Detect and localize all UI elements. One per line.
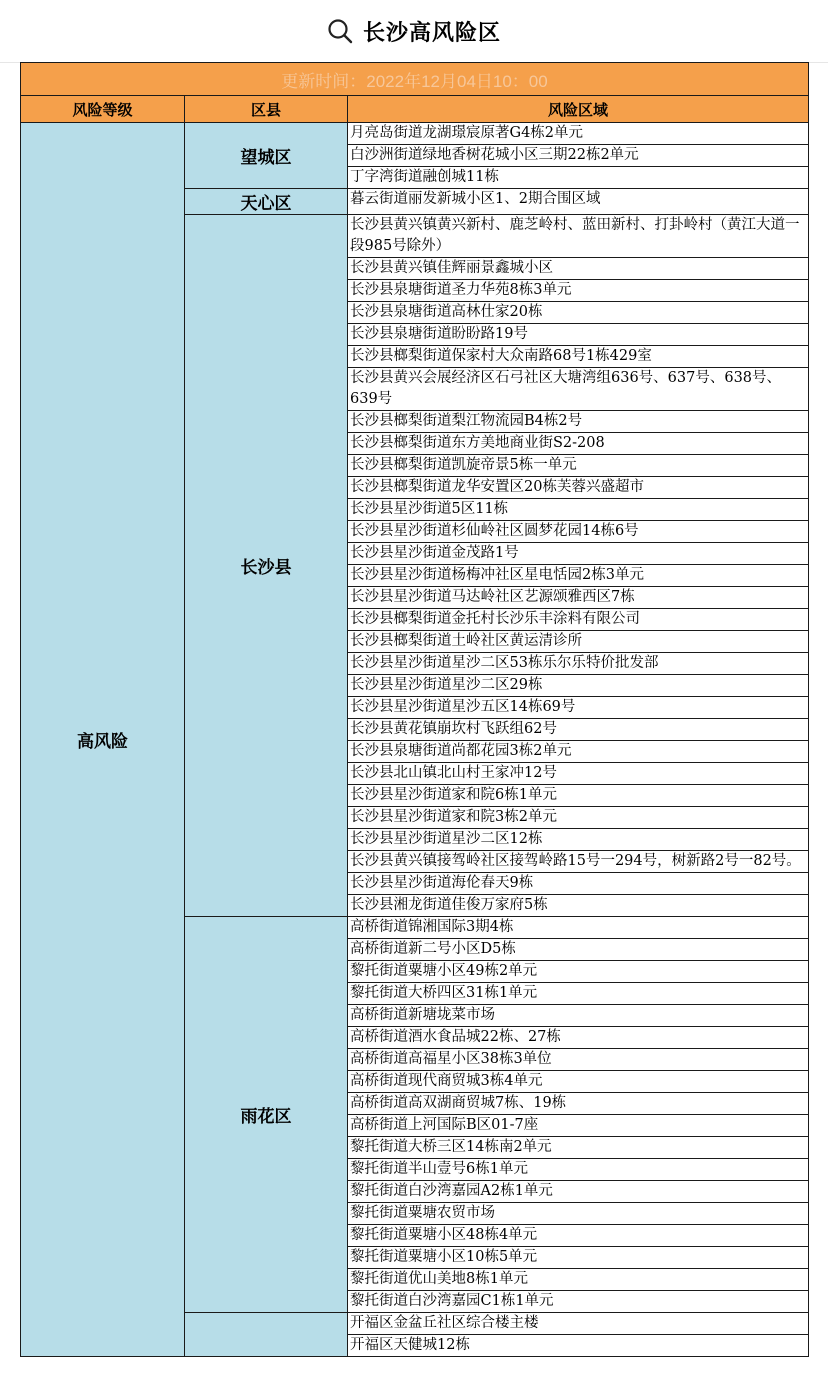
risk-area-cell: 暮云街道丽发新城小区1、2期合围区域 xyxy=(348,189,809,215)
risk-area-cell: 长沙县泉塘街道圣力华苑8栋3单元 xyxy=(348,280,809,302)
risk-area-cell: 黎托街道优山美地8栋1单元 xyxy=(348,1269,809,1291)
risk-area-cell: 开福区天健城12栋 xyxy=(348,1335,809,1357)
risk-area-cell: 高桥街道酒水食品城22栋、27栋 xyxy=(348,1027,809,1049)
update-time-row xyxy=(21,63,809,96)
risk-area-cell: 黎托街道粟塘小区10栋5单元 xyxy=(348,1247,809,1269)
risk-area-cell: 黎托街道大桥四区31栋1单元 xyxy=(348,983,809,1005)
risk-area-cell: 高桥街道现代商贸城3栋4单元 xyxy=(348,1071,809,1093)
risk-area-cell: 长沙县榔梨街道梨江物流园B4栋2号 xyxy=(348,411,809,433)
column-header-risk-level: 风险等级 xyxy=(21,96,185,123)
risk-area-cell: 长沙县星沙街道家和院3栋2单元 xyxy=(348,807,809,829)
risk-area-cell: 月亮岛街道龙湖璟宸原著G4栋2单元 xyxy=(348,123,809,145)
search-icon[interactable] xyxy=(327,18,353,44)
table-row xyxy=(21,123,809,145)
risk-area-cell: 黎托街道白沙湾嘉园A2栋1单元 xyxy=(348,1181,809,1203)
risk-area-cell: 长沙县泉塘街道尚都花园3栋2单元 xyxy=(348,741,809,763)
risk-area-cell: 长沙县泉塘街道高林仕家20栋 xyxy=(348,302,809,324)
district-cell: 长沙县 xyxy=(185,215,348,917)
risk-area-cell: 黎托街道粟塘农贸市场 xyxy=(348,1203,809,1225)
risk-area-cell: 高桥街道新塘垅菜市场 xyxy=(348,1005,809,1027)
risk-area-cell: 高桥街道高双湖商贸城7栋、19栋 xyxy=(348,1093,809,1115)
risk-area-cell: 高桥街道新二号小区D5栋 xyxy=(348,939,809,961)
district-cell xyxy=(185,1313,348,1357)
risk-area-cell: 长沙县黄兴会展经济区石弓社区大塘湾组636号、637号、638号、639号 xyxy=(348,368,809,411)
risk-area-cell: 黎托街道半山壹号6栋1单元 xyxy=(348,1159,809,1181)
risk-area-cell: 白沙洲街道绿地香树花城小区三期22栋2单元 xyxy=(348,145,809,167)
district-cell: 天心区 xyxy=(185,189,348,215)
risk-area-cell: 长沙县星沙街道家和院6栋1单元 xyxy=(348,785,809,807)
risk-area-cell: 长沙县星沙街道星沙二区29栋 xyxy=(348,675,809,697)
update-time: 更新时间：2022年12月04日10：00 xyxy=(21,63,809,96)
risk-level-cell: 高风险 xyxy=(21,123,185,1357)
risk-area-cell: 长沙县北山镇北山村王家冲12号 xyxy=(348,763,809,785)
page-title: 长沙高风险区 xyxy=(362,20,501,46)
column-header-risk-area: 风险区域 xyxy=(348,96,809,123)
risk-area-cell: 长沙县星沙街道5区11栋 xyxy=(348,499,809,521)
risk-area-cell: 长沙县星沙街道杨梅冲社区星电恬园2栋3单元 xyxy=(348,565,809,587)
district-cell: 雨花区 xyxy=(185,917,348,1313)
risk-area-cell: 长沙县榔梨街道龙华安置区20栋芙蓉兴盛超市 xyxy=(348,477,809,499)
risk-area-cell: 丁字湾街道融创城11栋 xyxy=(348,167,809,189)
risk-area-cell: 长沙县黄兴镇佳辉丽景鑫城小区 xyxy=(348,258,809,280)
risk-area-cell: 高桥街道高福星小区38栋3单位 xyxy=(348,1049,809,1071)
risk-area-cell: 开福区金盆丘社区综合楼主楼 xyxy=(348,1313,809,1335)
risk-area-cell: 长沙县泉塘街道盼盼路19号 xyxy=(348,324,809,346)
risk-area-cell: 黎托街道粟塘小区49栋2单元 xyxy=(348,961,809,983)
top-bar xyxy=(0,0,828,63)
risk-area-cell: 长沙县湘龙街道佳俊万家府5栋 xyxy=(348,895,809,917)
risk-area-cell: 长沙县星沙街道杉仙岭社区圆梦花园14栋6号 xyxy=(348,521,809,543)
risk-area-cell: 长沙县星沙街道金茂路1号 xyxy=(348,543,809,565)
risk-area-cell: 长沙县榔梨街道金托村长沙乐丰涂料有限公司 xyxy=(348,609,809,631)
risk-area-cell: 长沙县星沙街道海伦春天9栋 xyxy=(348,873,809,895)
risk-area-cell: 黎托街道大桥三区14栋南2单元 xyxy=(348,1137,809,1159)
risk-area-table xyxy=(20,62,809,1357)
risk-area-cell: 长沙县黄兴镇黄兴新村、鹿芝岭村、蓝田新村、打卦岭村（黄江大道一段985号除外） xyxy=(348,215,809,258)
risk-area-cell: 长沙县黄花镇崩坎村飞跃组62号 xyxy=(348,719,809,741)
column-header-row xyxy=(21,96,809,123)
column-header-district: 区县 xyxy=(185,96,348,123)
district-cell: 望城区 xyxy=(185,123,348,189)
risk-area-cell: 长沙县星沙街道马达岭社区艺源颂雅西区7栋 xyxy=(348,587,809,609)
risk-area-cell: 黎托街道白沙湾嘉园C1栋1单元 xyxy=(348,1291,809,1313)
risk-area-cell: 长沙县星沙街道星沙五区14栋69号 xyxy=(348,697,809,719)
risk-area-cell: 长沙县榔梨街道东方美地商业街S2-208 xyxy=(348,433,809,455)
risk-area-cell: 长沙县黄兴镇接驾岭社区接驾岭路15号一294号，树新路2号一82号。 xyxy=(348,851,809,873)
risk-area-cell: 长沙县榔梨街道土岭社区黄运清诊所 xyxy=(348,631,809,653)
risk-area-cell: 长沙县榔梨街道凯旋帝景5栋一单元 xyxy=(348,455,809,477)
risk-area-cell: 长沙县榔梨街道保家村大众南路68号1栋429室 xyxy=(348,346,809,368)
risk-area-cell: 长沙县星沙街道星沙二区12栋 xyxy=(348,829,809,851)
risk-area-cell: 高桥街道锦湘国际3期4栋 xyxy=(348,917,809,939)
risk-area-cell: 高桥街道上河国际B区01-7座 xyxy=(348,1115,809,1137)
risk-area-cell: 黎托街道粟塘小区48栋4单元 xyxy=(348,1225,809,1247)
risk-area-cell: 长沙县星沙街道星沙二区53栋乐尔乐特价批发部 xyxy=(348,653,809,675)
